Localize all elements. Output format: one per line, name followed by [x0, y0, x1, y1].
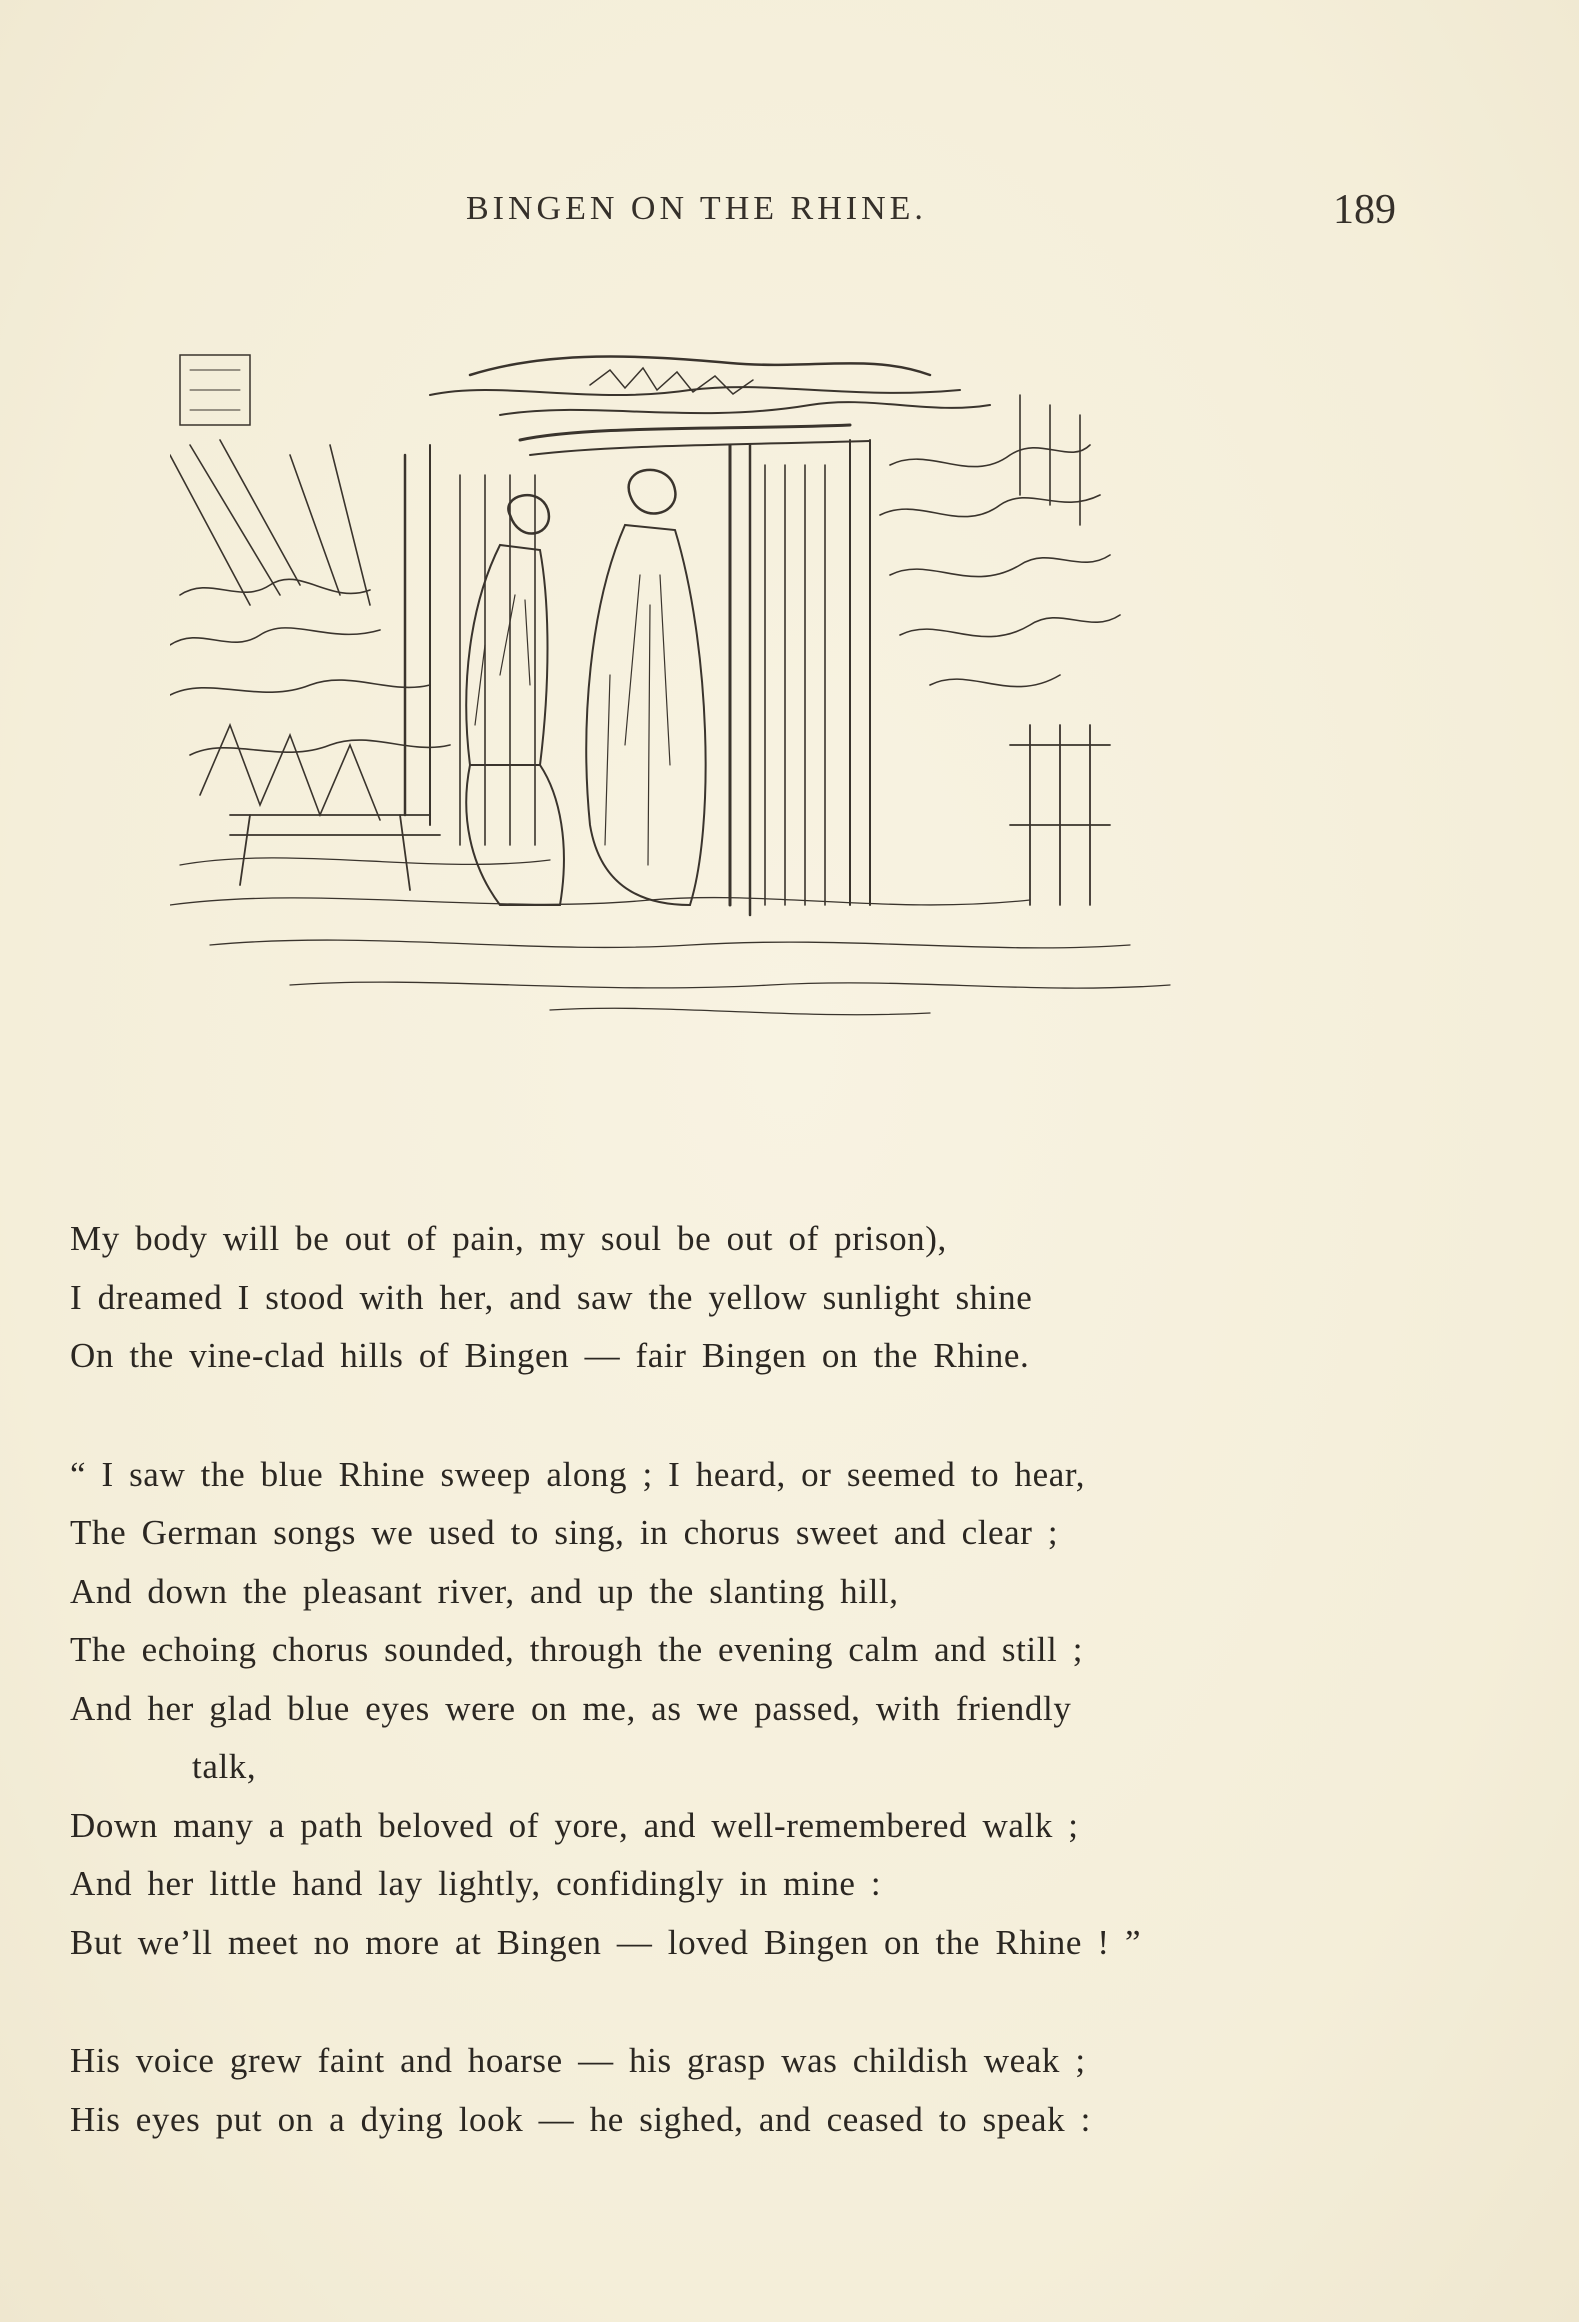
poem-line: His eyes put on a dying look — he sighed, and ceased to speak : — [70, 2099, 1091, 2139]
poem-line: His voice grew faint and hoarse — his grasp was childish weak ; — [70, 2041, 1086, 2080]
poem-line-continuation: talk, — [192, 1747, 257, 1786]
poem-line: And down the pleasant river, and up the slanting hill, — [70, 1571, 899, 1611]
poem-line: I dreamed I stood with her, and saw the yellow sunlight shine — [70, 1277, 1033, 1317]
poem-line: My body will be out of pain, my soul be out of prison), — [70, 1219, 947, 1258]
poem-line: On the vine-clad hills of Bingen — fair Bingen on the Rhine. — [70, 1336, 1030, 1375]
poem-line: And her little hand lay lightly, confidingly in mine : — [70, 1864, 882, 1903]
stanza-break — [70, 1386, 1450, 1446]
poem-line: The echoing chorus sounded, through the evening calm and still ; — [70, 1630, 1084, 1669]
stanza-break — [70, 1972, 1450, 2032]
poem-line: Down many a path beloved of yore, and well-remembered walk ; — [70, 1805, 1079, 1845]
page-number: 189 — [1333, 187, 1396, 233]
poem-line: “ I saw the blue Rhine sweep along ; I heard, or seemed to hear, — [70, 1454, 1086, 1494]
poem-line: And her glad blue eyes were on me, as we passed, with friendly — [70, 1688, 1072, 1728]
running-head — [0, 187, 1579, 240]
poem-text — [70, 1210, 1450, 2149]
running-title: BINGEN ON THE RHINE. — [466, 190, 927, 227]
poem-line: The German songs we used to sing, in chorus sweet and clear ; — [70, 1513, 1059, 1552]
engraving-illustration-icon — [170, 345, 1260, 1045]
poem-line: But we’ll meet no more at Bingen — loved Bingen on the Rhine ! ” — [70, 1922, 1142, 1962]
